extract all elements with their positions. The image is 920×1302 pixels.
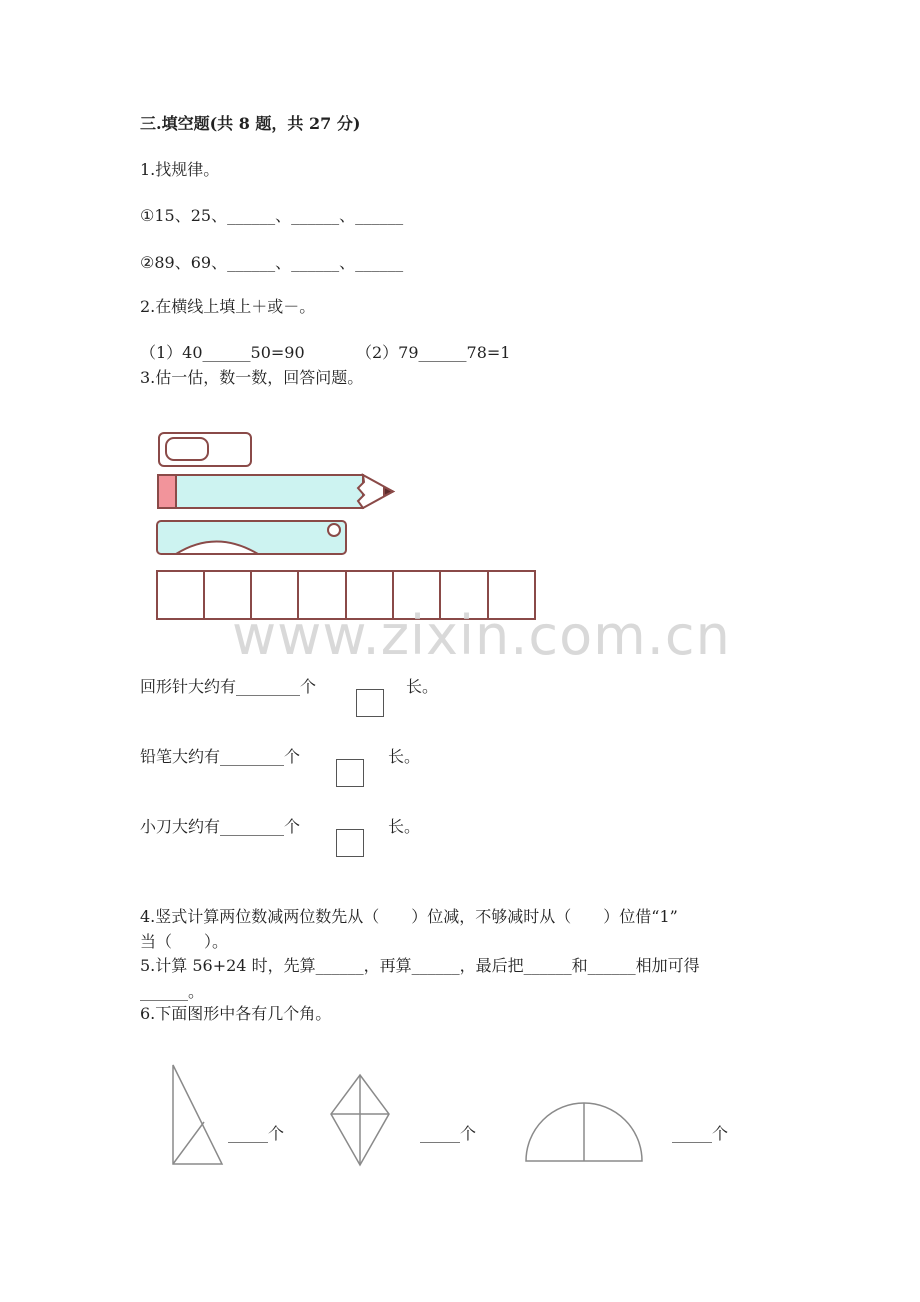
q3-clip-label: 回形针大约有________个 (140, 677, 317, 696)
q1-stem: 1.找规律。 (140, 160, 220, 179)
q6-blank2: _____个 (420, 1124, 477, 1143)
q4-line1: 4.竖式计算两位数减两位数先从（ ）位减，不够减时从（ ）位借“1” (140, 907, 678, 926)
knife-drawing (157, 521, 346, 554)
watermark: www.zixin.com.cn (232, 604, 731, 667)
q2-stem: 2.在横线上填上＋或－。 (140, 297, 316, 316)
unit-square-icon (356, 689, 384, 717)
q3-knife-suffix: 长。 (388, 817, 421, 836)
q3-pencil-suffix: 长。 (388, 747, 421, 766)
semicircle-shape (522, 1098, 646, 1166)
q2-part2: （2）79______78=1 (356, 343, 511, 362)
q6-blank1: _____个 (228, 1124, 285, 1143)
section-title: 三.填空题(共 8 题，共 27 分) (140, 114, 361, 133)
rhombus-shape (328, 1072, 392, 1168)
q3-knife-label: 小刀大约有________个 (140, 817, 301, 836)
q5-line2: ______。 (140, 982, 205, 1001)
q1-row2: ②89、69、______、______、______ (140, 253, 404, 272)
unit-square-icon (336, 759, 364, 787)
pencil-drawing (158, 475, 393, 508)
unit-square-icon (336, 829, 364, 857)
q2-part1: （1）40______50=90 (140, 343, 305, 362)
q6-blank3: _____个 (672, 1124, 729, 1143)
q4-line2: 当（ ）。 (140, 932, 229, 951)
q6-stem: 6.下面图形中各有几个角。 (140, 1004, 332, 1023)
q1-row1: ①15、25、______、______、______ (140, 206, 404, 225)
measurement-figure (150, 425, 550, 630)
q5-line1: 5.计算 56+24 时，先算______，再算______，最后把______和______相加可得 (140, 956, 700, 975)
paperclip-drawing (159, 433, 251, 466)
q3-clip-suffix: 长。 (406, 677, 439, 696)
q3-pencil-label: 铅笔大约有________个 (140, 747, 301, 766)
q3-stem: 3.估一估，数一数，回答问题。 (140, 368, 364, 387)
triangle-shape (170, 1062, 226, 1168)
